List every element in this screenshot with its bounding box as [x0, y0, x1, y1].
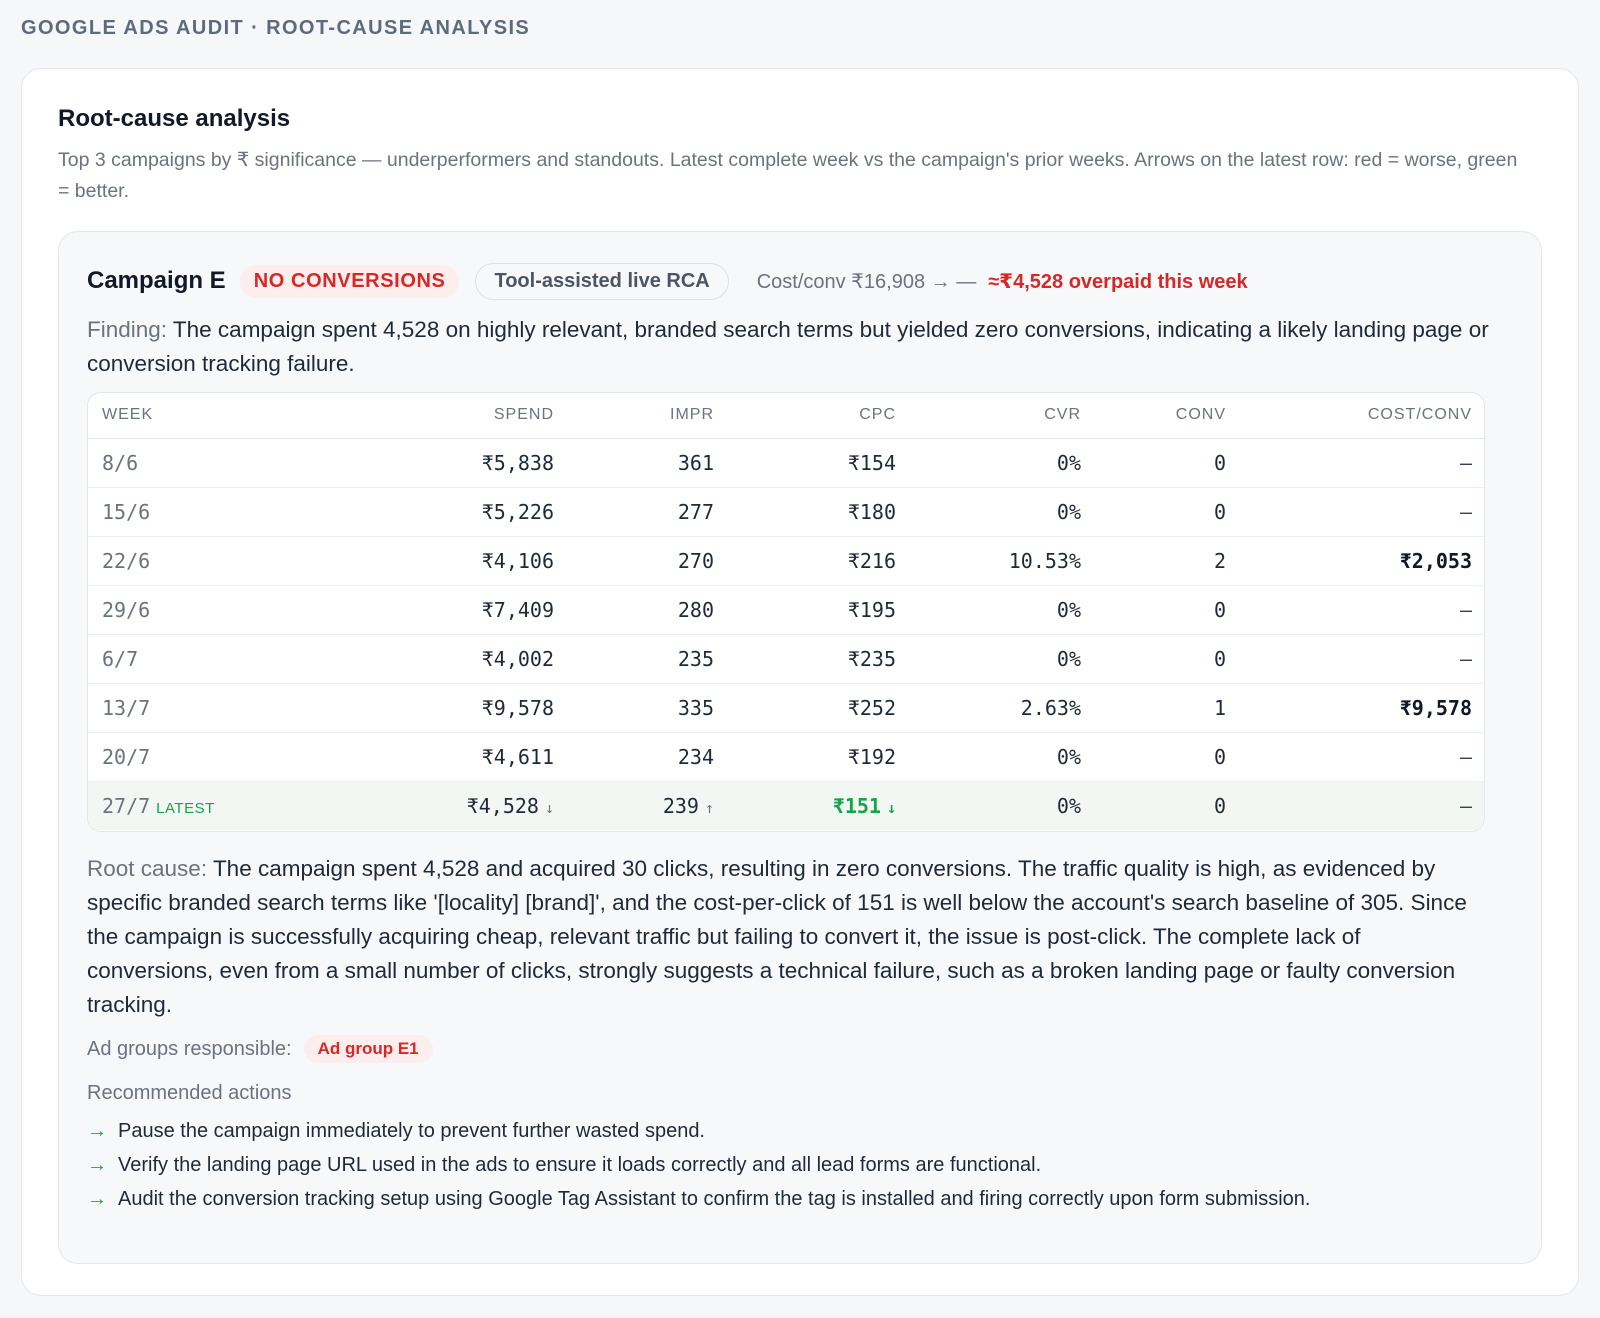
status-badge: NO CONVERSIONS: [240, 265, 460, 298]
page-header: GOOGLE ADS AUDIT · ROOT-CAUSE ANALYSIS: [21, 17, 531, 39]
cell-spend: ₹4,002: [248, 634, 568, 683]
col-conv[interactable]: CONV: [1095, 393, 1240, 438]
action-item: → Verify the landing page URL used in the ads to ensure it loads correctly and all lead forms are functional.: [87, 1153, 1042, 1176]
cell-conv: 0: [1095, 585, 1240, 634]
section-description: Top 3 campaigns by ₹ significance — underperformers and standouts. Latest complete week vs the campaign's prior weeks. Arrows on the latest row: red = worse, green = better.: [58, 149, 1518, 202]
cell-impr: 335: [568, 683, 728, 732]
cell-spend: ₹4,106: [248, 536, 568, 585]
cell-conv: 2: [1095, 536, 1240, 585]
cell-cvr: 0%: [910, 438, 1095, 487]
col-week[interactable]: WEEK: [88, 393, 248, 438]
cell-cost-conv: —: [1240, 634, 1485, 683]
ad-group-chip[interactable]: Ad group E1: [304, 1035, 433, 1063]
cell-conv: 0: [1095, 781, 1240, 830]
cell-cost-conv: —: [1240, 438, 1485, 487]
cell-conv: 1: [1095, 683, 1240, 732]
tool-assisted-badge: Tool-assisted live RCA: [475, 263, 728, 300]
cell-cost-conv: —: [1240, 732, 1485, 781]
recommended-actions-list: [87, 1114, 1507, 1216]
table-row: [88, 487, 1485, 536]
cell-conv: 0: [1095, 487, 1240, 536]
cell-impr: 280: [568, 585, 728, 634]
table-row: [88, 732, 1485, 781]
cell-cpc: ₹235: [728, 634, 910, 683]
cell-cost-conv: ₹9,578: [1240, 683, 1485, 732]
finding: [87, 313, 1507, 381]
cell-week: 22/6: [88, 536, 248, 585]
cell-cpc: ₹195: [728, 585, 910, 634]
cell-cvr: 2.63%: [910, 683, 1095, 732]
impr-arrow-up-icon: ↑: [704, 798, 714, 817]
cell-impr: 235: [568, 634, 728, 683]
col-cvr[interactable]: CVR: [910, 393, 1095, 438]
cell-cvr: 0%: [910, 732, 1095, 781]
cell-spend: ₹9,578: [248, 683, 568, 732]
weekly-table: [87, 392, 1485, 832]
cell-cvr: 10.53%: [910, 536, 1095, 585]
rca-section-card: [21, 68, 1579, 1296]
recommended-actions-title: Recommended actions: [87, 1082, 292, 1104]
cell-cvr: 0%: [910, 585, 1095, 634]
cell-cvr: 0%: [910, 634, 1095, 683]
cell-cpc: ₹216: [728, 536, 910, 585]
cell-week: 15/6: [88, 487, 248, 536]
campaign-card: [58, 231, 1542, 1264]
table-header-row: [88, 393, 1485, 438]
col-cpc[interactable]: CPC: [728, 393, 910, 438]
cell-spend: ₹5,226: [248, 487, 568, 536]
cell-cvr: 0%: [910, 487, 1095, 536]
cell-spend: ₹7,409: [248, 585, 568, 634]
section-title: Root-cause analysis: [58, 105, 291, 132]
col-impr[interactable]: IMPR: [568, 393, 728, 438]
table-row: [88, 585, 1485, 634]
cell-spend: ₹5,838: [248, 438, 568, 487]
table-row: [88, 536, 1485, 585]
overpaid-amount: ≈₹4,528 overpaid this week: [988, 270, 1248, 293]
table-row-latest: [88, 781, 1485, 830]
cpc-arrow-down-icon: ↓: [886, 798, 896, 817]
latest-tag: LATEST: [156, 799, 215, 817]
cell-impr: 361: [568, 438, 728, 487]
root-cause: [87, 852, 1487, 1022]
cell-cvr: 0%: [910, 781, 1095, 830]
campaign-header: [87, 262, 1248, 300]
root-cause-label: Root cause:: [87, 856, 208, 881]
cell-impr: 270: [568, 536, 728, 585]
cell-week: 27/7 LATEST: [88, 781, 248, 830]
cell-cpc: ₹154: [728, 438, 910, 487]
finding-text: The campaign spent 4,528 on highly relevant, branded search terms but yielded zero conversions, indicating a likely landing page or conversion tracking failure.: [87, 317, 1489, 376]
arrow-right-icon: →: [87, 1187, 107, 1210]
cell-impr: 277: [568, 487, 728, 536]
action-item: → Audit the conversion tracking setup using Google Tag Assistant to confirm the tag is installed and firing correctly upon form submission.: [87, 1187, 1311, 1210]
cell-week: 29/6: [88, 585, 248, 634]
cost-conv-change: Cost/conv ₹16,908 → —: [756, 270, 977, 293]
cell-cpc: ₹192: [728, 732, 910, 781]
cell-week: 8/6: [88, 438, 248, 487]
cell-impr: 234: [568, 732, 728, 781]
arrow-right-icon: →: [87, 1119, 107, 1142]
cell-week: 20/7: [88, 732, 248, 781]
cell-conv: 0: [1095, 732, 1240, 781]
spend-arrow-down-icon: ↓: [544, 798, 554, 817]
ad-groups-responsible: [87, 1034, 433, 1064]
cell-cost-conv: —: [1240, 487, 1485, 536]
table-row: [88, 438, 1485, 487]
col-cost-conv[interactable]: COST/CONV: [1240, 393, 1485, 438]
arrow-right-icon: →: [87, 1153, 107, 1176]
table-row: [88, 634, 1485, 683]
cell-spend: ₹4,528 ↓: [248, 781, 568, 830]
table-row: [88, 683, 1485, 732]
cell-conv: 0: [1095, 438, 1240, 487]
cell-week: 6/7: [88, 634, 248, 683]
finding-label: Finding:: [87, 317, 168, 342]
cell-cost-conv: —: [1240, 585, 1485, 634]
root-cause-text: The campaign spent 4,528 and acquired 30 clicks, resulting in zero conversions. The traffic quality is high, as evidenced by specific branded search terms like '[locality] [brand]', and the cost-per-click of 151 is well below the account's search baseline of 305. Since the campaign is successfully acquiring cheap, relevant traffic but failing to convert it, the issue is post-click. The complete lack of conversions, even from a small number of clicks, strongly suggests a technical failure, such as a broken landing page or faulty conversion tracking.: [87, 856, 1467, 1017]
campaign-name: Campaign E: [87, 267, 226, 294]
cell-cpc: ₹151 ↓: [728, 781, 910, 830]
cell-cost-conv: ₹2,053: [1240, 536, 1485, 585]
cell-cpc: ₹252: [728, 683, 910, 732]
action-item: → Pause the campaign immediately to prevent further wasted spend.: [87, 1119, 705, 1142]
cell-impr: 239 ↑: [568, 781, 728, 830]
col-spend[interactable]: SPEND: [248, 393, 568, 438]
cell-week: 13/7: [88, 683, 248, 732]
cell-cpc: ₹180: [728, 487, 910, 536]
cell-conv: 0: [1095, 634, 1240, 683]
cell-spend: ₹4,611: [248, 732, 568, 781]
ad-groups-label: Ad groups responsible:: [87, 1037, 292, 1060]
cell-cost-conv: —: [1240, 781, 1485, 830]
